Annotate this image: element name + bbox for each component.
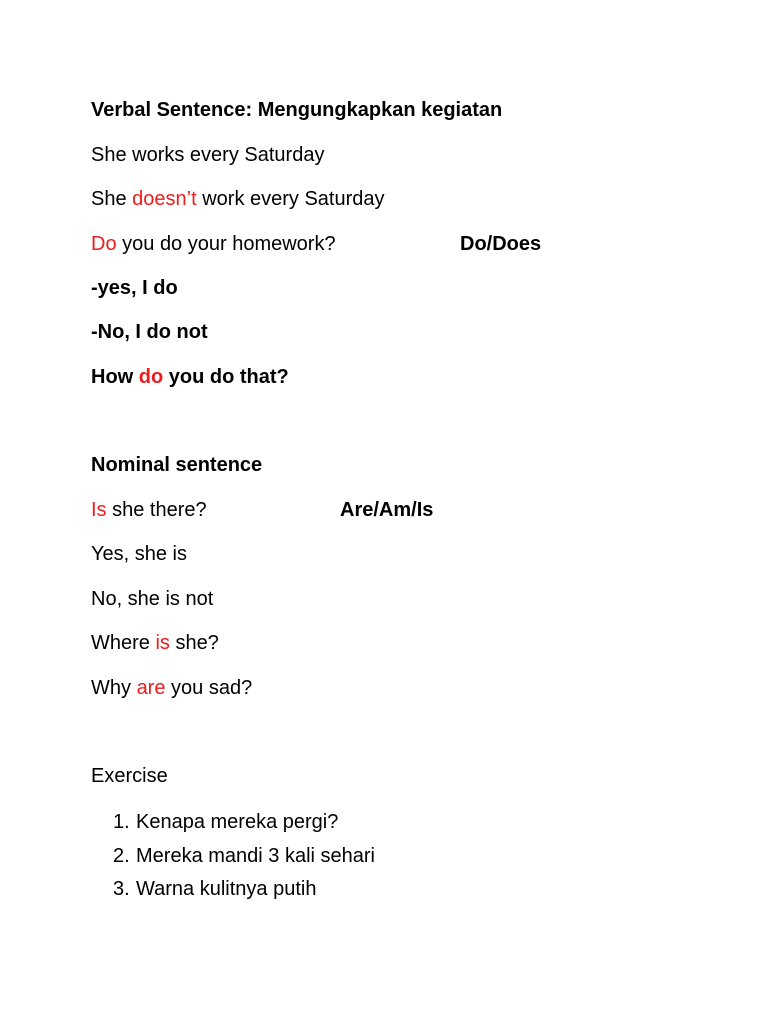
exercise-heading: Exercise	[91, 765, 168, 787]
verbal-line-2-pre: She	[91, 188, 133, 210]
exercise-item-3-number: 3.	[113, 878, 130, 900]
exercise-item-1-text: Kenapa mereka pergi?	[136, 811, 339, 833]
verbal-line-3-post: you do your homework?	[116, 233, 336, 255]
verbal-line-2-post: work every Saturday	[196, 188, 385, 210]
nominal-line-1-post: she there?	[106, 499, 207, 521]
nominal-aside-label: Are/Am/Is	[340, 499, 434, 521]
verbal-line-4: -yes, I do	[91, 277, 178, 299]
nominal-line-4-post: she?	[169, 632, 219, 654]
nominal-line-5-highlight: are	[136, 677, 166, 699]
verbal-aside-label: Do/Does	[460, 233, 542, 255]
exercise-item-1-number: 1.	[113, 811, 130, 833]
verbal-heading: Verbal Sentence: Mengungkapkan kegiatan	[91, 99, 503, 121]
nominal-line-1	[91, 498, 207, 522]
exercise-item-2-text: Mereka mandi 3 kali sehari	[136, 845, 375, 867]
verbal-line-5: -No, I do not	[91, 321, 208, 343]
nominal-line-1-highlight: Is	[91, 499, 107, 521]
nominal-line-4	[91, 631, 219, 655]
verbal-line-6-pre: How	[91, 366, 139, 388]
exercise-item-2	[113, 844, 375, 868]
verbal-line-2	[91, 187, 385, 211]
verbal-line-6-post: you do that?	[163, 366, 289, 388]
nominal-line-5-post: you sad?	[165, 677, 253, 699]
verbal-line-3	[91, 232, 336, 256]
nominal-line-2: Yes, she is	[91, 543, 187, 565]
nominal-heading: Nominal sentence	[91, 454, 263, 476]
verbal-line-3-highlight: Do	[91, 233, 117, 255]
exercise-item-3	[113, 877, 316, 901]
verbal-line-2-highlight: doesn’t	[132, 188, 197, 210]
nominal-line-4-highlight: is	[155, 632, 170, 654]
verbal-line-6-highlight: do	[138, 366, 164, 388]
exercise-item-3-text: Warna kulitnya putih	[136, 878, 317, 900]
nominal-line-5-pre: Why	[91, 677, 137, 699]
nominal-line-3: No, she is not	[91, 588, 214, 610]
exercise-item-2-number: 2.	[113, 845, 130, 867]
nominal-line-5	[91, 676, 252, 700]
verbal-line-6	[91, 365, 289, 389]
nominal-line-4-pre: Where	[91, 632, 156, 654]
exercise-item-1	[113, 810, 338, 834]
verbal-line-1: She works every Saturday	[91, 144, 325, 166]
